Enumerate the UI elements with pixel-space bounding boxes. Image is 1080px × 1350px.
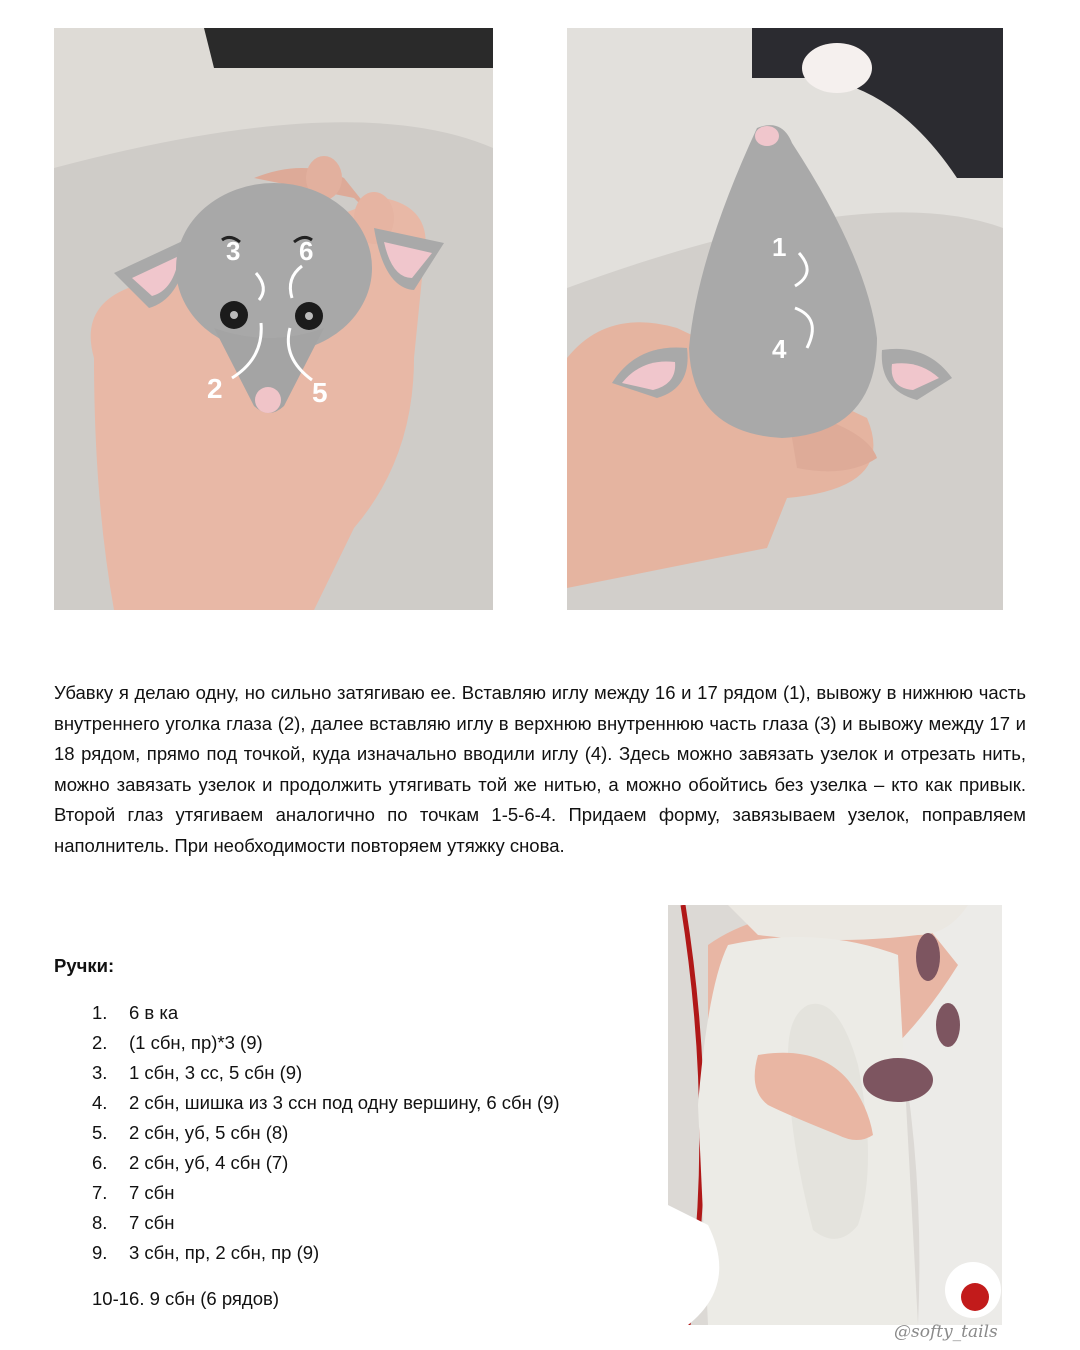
list-item: 1. 6 в ка bbox=[92, 1002, 179, 1023]
list-item: 5. 2 сбн, уб, 5 сбн (8) bbox=[92, 1122, 289, 1143]
photo-head-back bbox=[567, 28, 1003, 610]
marker-4: 4 bbox=[772, 334, 787, 364]
list-item: 6. 2 сбн, уб, 4 сбн (7) bbox=[92, 1152, 289, 1173]
photo-arm bbox=[668, 905, 1002, 1325]
marker-5: 5 bbox=[312, 377, 328, 408]
steps-list bbox=[92, 998, 560, 1268]
list-item: 2. (1 сбн, пр)*3 (9) bbox=[92, 1032, 263, 1053]
section-title-arms: Ручки: bbox=[54, 955, 115, 976]
marker-1: 1 bbox=[772, 232, 787, 262]
list-item: 8. 7 сбн bbox=[92, 1212, 175, 1233]
instructions-paragraph: Убавку я делаю одну, но сильно затягиваю ее. Вставляю иглу между 16 и 17 рядом (1), вывожу в нижнюю часть внутреннего уголка глаза (2), далее вставляю иглу в верхнюю внутреннюю часть глаза (3) и вывожу между 17 и 18 рядом, прямо под точкой, куда изначально вводили иглу (4). Здесь можно завязать узелок и отрезать нить, можно завязать узелок и продолжить утягивать той же нитью, а можно обойтись без узелка – кто как привык. Второй глаз утягиваем аналогично по точкам 1-5-6-4. Придаем форму, завязываем узелок, поправляем наполнитель. При необходимости повторяем утяжку снова. bbox=[54, 682, 1026, 856]
list-item: 3. 1 сбн, 3 сс, 5 сбн (9) bbox=[92, 1062, 303, 1083]
marker-2: 2 bbox=[207, 373, 223, 404]
watermark: @softy_tails bbox=[894, 1322, 998, 1342]
list-item: 9. 3 сбн, пр, 2 сбн, пр (9) bbox=[92, 1242, 320, 1263]
marker-3: 3 bbox=[226, 236, 241, 266]
photo-head-front bbox=[54, 28, 493, 610]
marker-6: 6 bbox=[299, 236, 314, 266]
list-item: 7. 7 сбн bbox=[92, 1182, 175, 1203]
list-item: 4. 2 сбн, шишка из 3 ссн под одну вершину, 6 сбн (9) bbox=[92, 1092, 560, 1113]
steps-tail: 10-16. 9 сбн (6 рядов) bbox=[92, 1288, 279, 1309]
